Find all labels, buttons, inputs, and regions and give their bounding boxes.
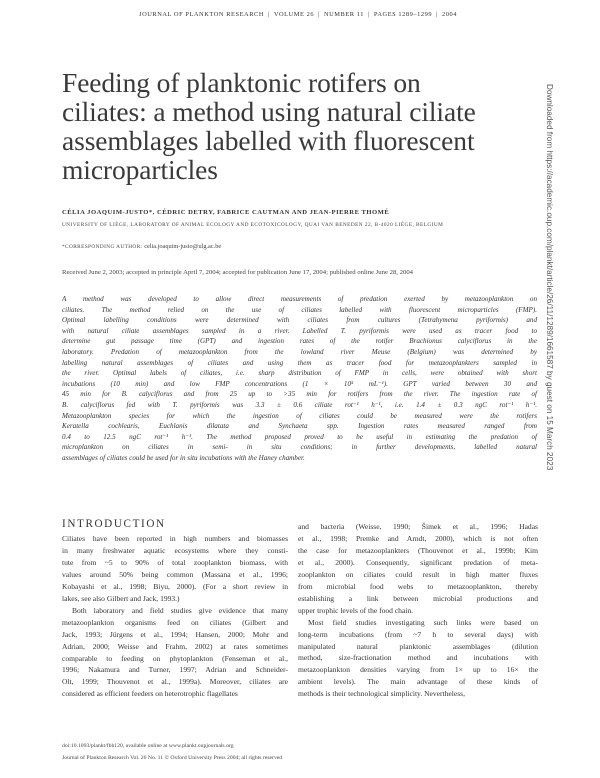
body-line: Most field studies investigating such links were based on — [308, 617, 538, 627]
body-line: comparable to feeding on phytoplankton (Fenseman et al., — [62, 653, 288, 663]
header-pages: PAGES 1289–1299 — [373, 11, 433, 18]
body-column-left — [62, 533, 288, 700]
header-separator: | — [318, 11, 320, 18]
section-heading-introduction: INTRODUCTION — [62, 518, 166, 530]
body-line: methods is their technological simplicity. Nevertheless, — [298, 689, 465, 699]
body-line: tute from ~5 to 90% of total zooplankton biomass, with — [62, 557, 288, 567]
body-line: Ciliates have been reported in high numbers and biomasses — [62, 534, 288, 543]
header-number: NUMBER 11 — [323, 11, 365, 18]
header-volume: VOLUME 26 — [273, 11, 315, 18]
body-line: values around 50% being common (Massana et al., 1996; — [62, 569, 288, 579]
abstract-line: ciliates. The method relied on the use of ciliates labelled with fluorescent microparticles (FMP). — [62, 305, 537, 314]
abstract-line: laboratory. Predation of metazooplankton from the lowland river Meuse (Belgium) was determined by — [62, 347, 537, 356]
body-line: Both laboratory and field studies give evidence that many — [72, 605, 288, 615]
corresponding-label: *CORRESPONDING AUTHOR: — [62, 244, 143, 250]
abstract-line: 45 min for B. calyciflorus and from 25 up to >35 min for rotifers from the river. The ingestion rate of — [62, 390, 537, 399]
body-line: ambient levels). The main advantage of these kinds of — [298, 677, 538, 687]
body-line: establishing a link between microbial productions and — [298, 593, 538, 603]
abstract-line: microplankton on ciliates in semi- in situ conditions; in further developments, labelled natural — [62, 443, 537, 452]
corresponding-email[interactable]: celia.joaquim-justo@ulg.ac.be — [144, 243, 222, 250]
body-line: from microbial food webs to metazooplankton, thereby — [298, 581, 538, 591]
abstract-line: A method was developed to allow direct measurements of predation exerted by metazooplankton on — [62, 295, 537, 303]
body-line: metazooplankton organisms feed on ciliates (Gilbert and — [62, 617, 288, 627]
body-line: manipulated natural planktonic assemblages (dilution — [298, 641, 538, 651]
abstract-line: with natural ciliate assemblages sampled in a river. Labelled T. pyriformis were used as tracer food to — [62, 326, 537, 335]
author-affiliation: UNIVERSITY OF LIÈGE, LABORATORY OF ANIMAL ECOLOGY AND ECOTOXICOLOGY, QUAI VAN BENEDEN 22, B-4020 LIÈGE, BELGIUM — [62, 222, 444, 228]
body-line: lakes, see also Gilbert and Jack, 1993.) — [62, 593, 180, 603]
footer-copyright: Journal of Plankton Research Vol. 26 No. 11 © Oxford University Press 2004; all rights reserved — [62, 755, 283, 761]
body-line: the case for metazooplankters (Thouvenot et al., 1999b; Kim — [298, 545, 538, 555]
body-line: Olt, 1999; Thouvenot et al., 1999a). Moreover, ciliates are — [62, 677, 288, 687]
abstract-line: Metazooplankton species for which the ingestion of ciliates could be measured were the rotifers — [62, 411, 537, 420]
abstract-line: incubations (10 min) and low FMP concentrations (1 × 10⁵ mL⁻¹). GPT varied between 30 and — [62, 379, 537, 388]
header-separator: | — [368, 11, 370, 18]
body-line: and bacteria (Weisse, 1990; Šimek et al., 1996; Hadas — [298, 522, 538, 531]
abstract-line: determine gut passage time (GPT) and ingestion rates of the rotifer Brachionus calyciflorus in the — [62, 337, 537, 346]
body-line: upper trophic levels of the food chain. — [298, 605, 414, 615]
header-journal: JOURNAL OF PLANKTON RESEARCH — [139, 11, 264, 18]
body-line: zooplankton on ciliates could result in high matter fluxes — [298, 569, 538, 579]
body-line: metazooplankton densities varying from 1× up to 16× the — [298, 665, 538, 675]
body-line: Kobayashi et al., 1998; Biyu, 2000). (For a short review in — [62, 581, 288, 591]
running-header — [118, 11, 478, 18]
abstract-line: assemblages of ciliates could be used for in situ incubations with the Haney chamber. — [62, 453, 305, 462]
header-separator: | — [268, 11, 270, 18]
abstract-line: labelling natural assemblages of ciliates and using them as tracer food for metazooplankters sampled in — [62, 358, 537, 367]
header-year: 2004 — [441, 11, 457, 18]
abstract-line: Keratella cochlearis, Euchlanis dilatata and Synchaeta spp. Ingestion rates measured ranged from — [62, 422, 537, 431]
author-list: CÉLIA JOAQUIM-JUSTO*, CÉDRIC DETRY, FABRICE CAUTMAN AND JEAN-PIERRE THOMÉ — [62, 209, 390, 216]
abstract — [62, 294, 537, 464]
header-separator: | — [436, 11, 438, 18]
article-title: Feeding of planktonic rotifers on ciliates: a method using natural ciliate assemblages labelled with fluorescent microparticles — [62, 67, 476, 185]
footer-doi[interactable]: doi:10.1093/plankt/fbh120, available online at www.plankt.oupjournals.org — [62, 743, 234, 749]
abstract-line: Optimal labelling conditions were determined with ciliates from cultures (Tetrahymena pyriformis) and — [62, 316, 537, 325]
abstract-line: B. calyciflorus fed with T. pyriformis was 3.3 ± 0.6 ciliate rot⁻¹ h⁻¹, i.e. 1.4 ± 0.3 ngC rot⁻¹ h⁻¹. — [62, 400, 537, 409]
abstract-line: 0.4 to 12.5 ngC rot⁻¹ h⁻¹. The method proposed proved to be useful in estimating the predation of — [62, 432, 537, 441]
download-watermark: Downloaded from https://academic.oup.com/plankt/article/26/11/1289/1661587 by guest on 15 March 2023 — [545, 84, 554, 471]
body-column-right — [298, 521, 538, 700]
corresponding-author — [62, 243, 221, 250]
body-line: long-term incubations (from ~7 h to several days) with — [298, 629, 538, 639]
received-dates: Received June 2, 2003; accepted in principle April 7, 2004; accepted for publication June 17, 2004; published online June 28, 2004 — [62, 269, 414, 276]
abstract-line: the river. Optimal labels of ciliates, i.e. sharp distribution of FMP in cells, were obtained with short — [62, 369, 537, 378]
body-line: et al., 2000). Consequently, significant predation of meta- — [298, 557, 538, 567]
body-line: Adrian, 2000; Weisse and Frahm, 2002) at rates sometimes — [62, 641, 288, 651]
body-line: et al., 1998; Premke and Arndt, 2000), which is not often — [298, 533, 538, 543]
body-line: 1996; Nakamura and Turner, 1997; Adrian and Schneider- — [62, 665, 288, 675]
body-line: method, size-fractionation method and incubations with — [298, 653, 538, 663]
body-line: considered as efficient feeders on heterotrophic flagellates — [62, 689, 238, 699]
body-line: in many freshwater aquatic ecosystems where they consti- — [62, 545, 288, 555]
body-line: Jack, 1993; Jürgens et al., 1994; Hansen, 2000; Mohr and — [62, 629, 288, 639]
